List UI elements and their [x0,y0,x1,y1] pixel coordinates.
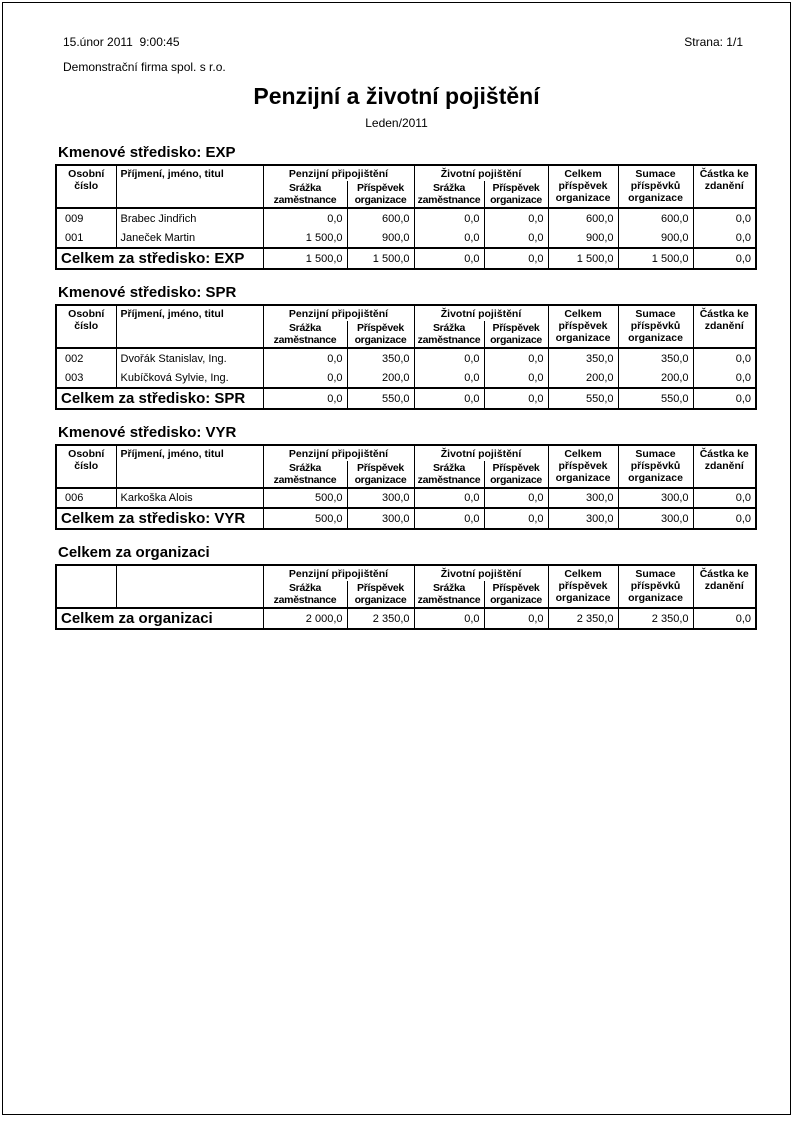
pension-employee-deduction-total: 0,0 [263,388,347,409]
taxable-amount: 0,0 [693,368,756,388]
life-employee-deduction: 0,0 [414,348,484,368]
subcol-header-org-contribution: Příspěvek organizace [484,461,548,488]
group-header-pension: Penzijní připojištění [263,305,414,321]
report-period: Leden/2011 [365,116,428,130]
section-vyr [55,424,756,530]
taxable-amount-total: 0,0 [693,608,756,629]
col-header-taxable-amount: Částka ke zdanění [693,165,756,208]
life-org-contribution: 0,0 [484,368,548,388]
life-org-contribution-total: 0,0 [484,508,548,529]
empty-header-cell [116,565,263,608]
report-page [2,2,791,1115]
life-employee-deduction: 0,0 [414,208,484,228]
total-row [56,248,756,269]
col-header-taxable-amount: Částka ke zdanění [693,565,756,608]
col-header-personal-number: Osobní číslo [56,445,116,488]
taxable-amount: 0,0 [693,348,756,368]
table-row [56,348,756,368]
subcol-header-org-contribution: Příspěvek organizace [484,581,548,608]
pension-table-exp [55,164,757,270]
pension-employee-deduction: 0,0 [263,208,347,228]
section-title: Celkem za organizaci [58,544,210,561]
taxable-amount-total: 0,0 [693,248,756,269]
col-header-personal-number: Osobní číslo [56,165,116,208]
section-title: Kmenové středisko: EXP [58,144,236,161]
subcol-header-employee-deduction: Srážka zaměstnance [414,181,484,208]
taxable-amount: 0,0 [693,228,756,248]
pension-org-contribution: 200,0 [347,368,414,388]
empty-header-cell [56,565,116,608]
taxable-amount: 0,0 [693,208,756,228]
pension-org-contribution-total: 1 500,0 [347,248,414,269]
col-header-taxable-amount: Částka ke zdanění [693,445,756,488]
life-org-contribution: 0,0 [484,488,548,508]
sum-org-contributions: 600,0 [618,208,693,228]
life-org-contribution-total: 0,0 [484,248,548,269]
life-org-contribution-total: 0,0 [484,608,548,629]
total-org-contribution: 350,0 [548,348,618,368]
sum-org-contributions: 350,0 [618,348,693,368]
col-header-total-org-contribution: Celkem příspěvek organizace [548,445,618,488]
group-header-life: Životní pojištění [414,565,548,581]
life-employee-deduction: 0,0 [414,228,484,248]
section-exp [55,144,756,270]
sum-org-contributions-total: 1 500,0 [618,248,693,269]
total-org-contribution: 900,0 [548,228,618,248]
report-header [3,3,790,74]
subcol-header-org-contribution: Příspěvek organizace [347,581,414,608]
total-org-contribution-total: 1 500,0 [548,248,618,269]
sum-org-contributions: 200,0 [618,368,693,388]
section-title: Kmenové středisko: SPR [58,284,237,301]
subcol-header-org-contribution: Příspěvek organizace [347,321,414,348]
taxable-amount: 0,0 [693,488,756,508]
group-header-pension: Penzijní připojištění [263,565,414,581]
col-header-total-org-contribution: Celkem příspěvek organizace [548,165,618,208]
employee-name: Karkoška Alois [116,488,263,508]
total-label: Celkem za organizaci [56,608,263,629]
pension-employee-deduction: 1 500,0 [263,228,347,248]
life-employee-deduction-total: 0,0 [414,608,484,629]
report-content [3,144,790,630]
section-org-total [55,544,756,630]
subcol-header-org-contribution: Příspěvek organizace [484,321,548,348]
report-title: Penzijní a životní pojištění [253,83,540,109]
pension-org-contribution: 350,0 [347,348,414,368]
sum-org-contributions: 300,0 [618,488,693,508]
col-header-total-org-contribution: Celkem příspěvek organizace [548,305,618,348]
col-header-taxable-amount: Částka ke zdanění [693,305,756,348]
total-label: Celkem za středisko: SPR [56,388,263,409]
section-title: Kmenové středisko: VYR [58,424,237,441]
col-header-name: Příjmení, jméno, titul [116,305,263,348]
employee-name: Kubíčková Sylvie, Ing. [116,368,263,388]
pension-org-contribution-total: 300,0 [347,508,414,529]
group-header-pension: Penzijní připojištění [263,165,414,181]
group-header-life: Životní pojištění [414,165,548,181]
pension-org-contribution-total: 550,0 [347,388,414,409]
subcol-header-employee-deduction: Srážka zaměstnance [263,461,347,488]
total-org-contribution: 200,0 [548,368,618,388]
organization-total-table [55,564,757,630]
subcol-header-org-contribution: Příspěvek organizace [347,461,414,488]
life-org-contribution: 0,0 [484,208,548,228]
employee-number: 003 [56,368,116,388]
table-row [56,488,756,508]
group-header-life: Životní pojištění [414,445,548,461]
pension-table-vyr [55,444,757,530]
col-header-sum-org-contributions: Sumace příspěvků organizace [618,565,693,608]
table-row [56,368,756,388]
col-header-sum-org-contributions: Sumace příspěvků organizace [618,165,693,208]
employee-name: Brabec Jindřich [116,208,263,228]
life-employee-deduction-total: 0,0 [414,508,484,529]
total-org-contribution-total: 2 350,0 [548,608,618,629]
pension-employee-deduction-total: 2 000,0 [263,608,347,629]
life-employee-deduction-total: 0,0 [414,248,484,269]
pension-org-contribution: 900,0 [347,228,414,248]
table-row [56,228,756,248]
life-employee-deduction: 0,0 [414,368,484,388]
subcol-header-employee-deduction: Srážka zaměstnance [263,181,347,208]
subcol-header-employee-deduction: Srážka zaměstnance [263,581,347,608]
employee-number: 006 [56,488,116,508]
pension-employee-deduction: 0,0 [263,348,347,368]
life-org-contribution: 0,0 [484,348,548,368]
pension-org-contribution: 600,0 [347,208,414,228]
subcol-header-employee-deduction: Srážka zaměstnance [263,321,347,348]
sum-org-contributions-total: 550,0 [618,388,693,409]
col-header-total-org-contribution: Celkem příspěvek organizace [548,565,618,608]
total-label: Celkem za středisko: EXP [56,248,263,269]
subcol-header-employee-deduction: Srážka zaměstnance [414,321,484,348]
pension-org-contribution: 300,0 [347,488,414,508]
company-name: Demonstrační firma spol. s r.o. [63,60,226,74]
total-org-contribution-total: 300,0 [548,508,618,529]
total-row [56,508,756,529]
total-org-contribution: 300,0 [548,488,618,508]
pension-employee-deduction: 500,0 [263,488,347,508]
sum-org-contributions-total: 300,0 [618,508,693,529]
sum-org-contributions: 900,0 [618,228,693,248]
taxable-amount-total: 0,0 [693,508,756,529]
group-header-life: Životní pojištění [414,305,548,321]
employee-number: 009 [56,208,116,228]
report-meta [63,36,226,74]
total-org-contribution-total: 550,0 [548,388,618,409]
subcol-header-org-contribution: Příspěvek organizace [347,181,414,208]
employee-number: 001 [56,228,116,248]
pension-employee-deduction: 0,0 [263,368,347,388]
total-label: Celkem za středisko: VYR [56,508,263,529]
table-row [56,208,756,228]
col-header-name: Příjmení, jméno, titul [116,445,263,488]
subcol-header-employee-deduction: Srážka zaměstnance [414,461,484,488]
life-employee-deduction: 0,0 [414,488,484,508]
pension-employee-deduction-total: 500,0 [263,508,347,529]
life-org-contribution-total: 0,0 [484,388,548,409]
pension-org-contribution-total: 2 350,0 [347,608,414,629]
report-datetime: 15.únor 2011 9:00:45 [63,35,180,49]
col-header-sum-org-contributions: Sumace příspěvků organizace [618,445,693,488]
page-number: Strana: 1/1 [684,35,743,49]
section-spr [55,284,756,410]
subcol-header-employee-deduction: Srážka zaměstnance [414,581,484,608]
employee-number: 002 [56,348,116,368]
employee-name: Janeček Martin [116,228,263,248]
pension-table-spr [55,304,757,410]
total-row [56,608,756,629]
col-header-personal-number: Osobní číslo [56,305,116,348]
subcol-header-org-contribution: Příspěvek organizace [484,181,548,208]
total-org-contribution: 600,0 [548,208,618,228]
col-header-name: Příjmení, jméno, titul [116,165,263,208]
pension-employee-deduction-total: 1 500,0 [263,248,347,269]
taxable-amount-total: 0,0 [693,388,756,409]
col-header-sum-org-contributions: Sumace příspěvků organizace [618,305,693,348]
sum-org-contributions-total: 2 350,0 [618,608,693,629]
life-employee-deduction-total: 0,0 [414,388,484,409]
employee-name: Dvořák Stanislav, Ing. [116,348,263,368]
group-header-pension: Penzijní připojištění [263,445,414,461]
life-org-contribution: 0,0 [484,228,548,248]
total-row [56,388,756,409]
